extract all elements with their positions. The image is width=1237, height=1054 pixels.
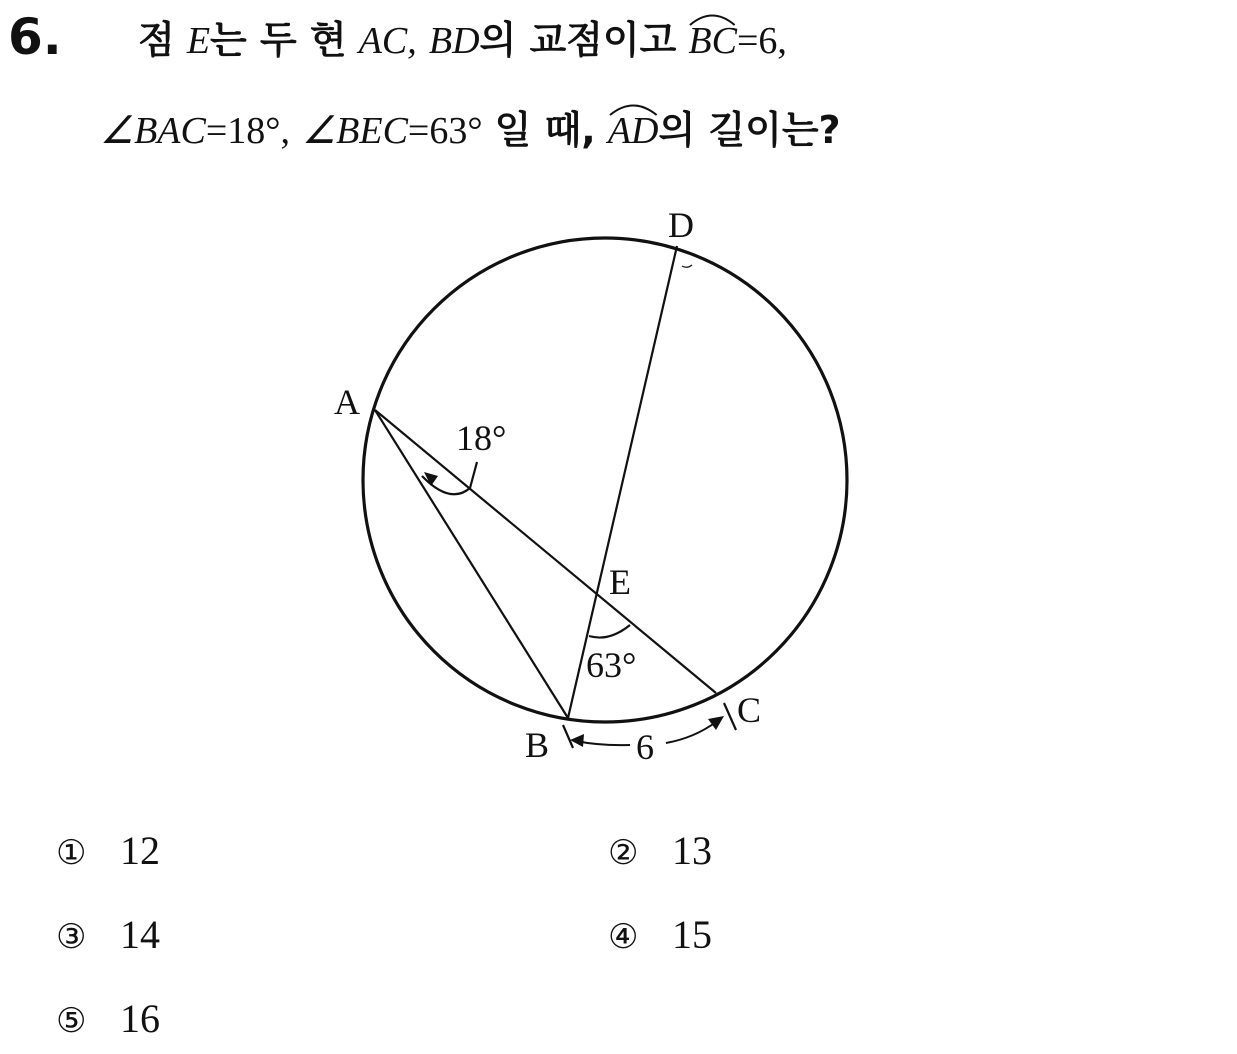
label-A: A [334,382,360,422]
tick-B [563,725,573,748]
choice-1-mark: ① [56,833,87,873]
choice-2-value: 13 [672,828,712,873]
var-E: E [186,20,211,62]
arc-6-right-arrow-line [666,722,716,743]
choice-5[interactable] [56,994,160,1046]
angle-BAC: ∠BAC [100,110,206,152]
choice-3[interactable] [56,910,160,962]
angle-BAC-value: =18°, [205,110,290,152]
choice-4-mark: ④ [608,917,639,957]
angle-BEC: ∠BEC [302,110,408,152]
choice-2-mark: ② [608,833,639,873]
arc-6-left-arrow-line [576,741,630,745]
arc-length-label: 6 [636,727,654,767]
angle-63-arc [589,625,630,638]
label-D: D [668,205,694,245]
label-B: B [525,725,550,765]
arc-BC-value: =6, [736,20,787,62]
choice-5-mark: ⑤ [56,1001,87,1041]
text-jeom: 점 [138,18,175,62]
text-intersection: 의 교점이고 [479,18,677,62]
label-C: C [737,690,762,730]
angle-18-label: 18° [456,418,507,458]
question-number: 6. [8,8,62,66]
choice-4-value: 15 [672,912,712,957]
choice-1[interactable] [56,826,160,878]
choice-3-value: 14 [120,912,160,957]
chord-AC: AC, [358,20,417,62]
choice-2[interactable] [608,826,712,878]
tick-C [724,703,736,730]
chord-BD: BD [428,20,480,62]
choice-1-value: 12 [120,828,160,873]
choice-5-value: 16 [120,996,160,1041]
angle-BEC-value: =63° [407,110,483,152]
angle-D-mark [682,265,692,267]
arc-BC-label: BC [688,20,737,62]
chord-AC-line [375,410,716,693]
choice-4[interactable] [608,910,712,962]
label-E: E [609,562,631,602]
arc-AD-label: AD [607,110,659,152]
text-length-question: 의 길이는? [658,108,841,152]
text-when: 일 때, [494,108,596,152]
choice-3-mark: ③ [56,917,87,957]
text-two-chords: 는 두 현 [210,18,347,62]
arc-6-right-arrow-icon [708,716,724,730]
angle-63-label: 63° [586,645,637,685]
